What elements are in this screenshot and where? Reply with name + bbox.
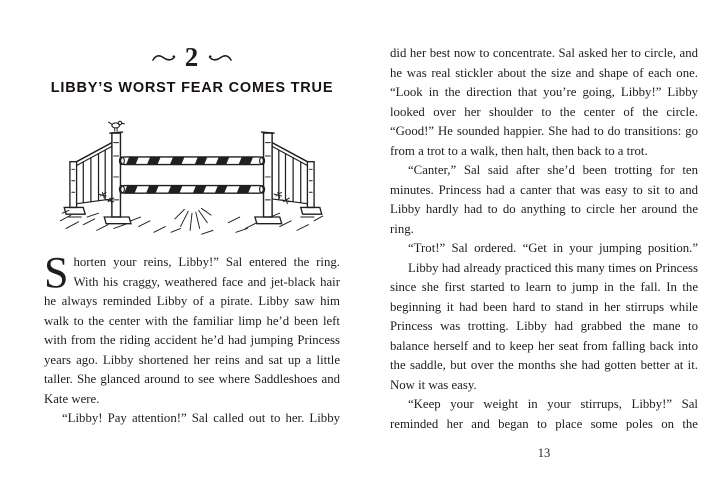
flower-boxes [99, 192, 290, 203]
right-body [390, 0, 698, 434]
paragraph: did her best now to concentrate. Sal asked her to circle, and he was real stickler about the size and shape of each one. “Look in the direction that you’re going, Libby!” Libby looked over her shoulder to the center of the circle. “Good!” He sounded happier. She had to do transitions: go from a trot to a walk, then halt, then back to a trot. [390, 46, 698, 158]
horse-jump-drawing [52, 114, 332, 238]
ground-strokes [60, 208, 322, 234]
swash-right-icon [208, 53, 232, 63]
drop-cap: S [44, 248, 69, 297]
page-number: 13 [537, 446, 551, 460]
left-page [44, 0, 340, 491]
jump-rails [119, 157, 264, 193]
jump-illustration [44, 114, 340, 238]
paragraph: “Trot!” Sal ordered. “Get in your jumping position.” [408, 241, 698, 255]
paragraph: Libby had already practiced this many times on Princess since she first started to learn to jump in the fall. In the beginning it had been hard to stand in her stirrups while Princess was trotting. Libby had grabbed the mane to balance herself and to keep her seat from falling back into the saddle, but over the months she had gotten better at it. Now it was easy. [390, 260, 698, 392]
paragraph: Shorten your reins, Libby!” Sal entered the ring. With his craggy, weathered face and jet-black hair he always reminded Libby of a pirate. Libby saw him walk to the center with the familiar limp he’d been left with from the riding accident he’d had jumping Princess years ago. Libby shortened her reins and sat up a little taller. She glanced around to see where Saddleshoes and Kate were. [44, 248, 340, 406]
left-body [44, 248, 340, 429]
paragraph: “Keep your weight in your stirrups, Libby!” Sal reminded her and began to place some poles on the [390, 397, 698, 431]
swash-left-icon [152, 53, 176, 63]
chapter-title: LIBBY’S WORST FEAR COMES TRUE [50, 80, 334, 96]
bird-icon [109, 121, 125, 131]
right-page [390, 0, 698, 491]
paragraph: “Canter,” Sal said after she’d been trotting for ten minutes. Princess had a canter that was easy to sit to and Libby hardly had to do anything to circle her around the ring. [390, 163, 698, 236]
right-jump-standard [255, 132, 322, 224]
chapter-heading [44, 44, 340, 71]
left-jump-standard [64, 132, 131, 224]
paragraph: “Libby! Pay attention!” Sal called out to her. Libby [62, 411, 340, 425]
chapter-number: 2 [184, 42, 200, 72]
